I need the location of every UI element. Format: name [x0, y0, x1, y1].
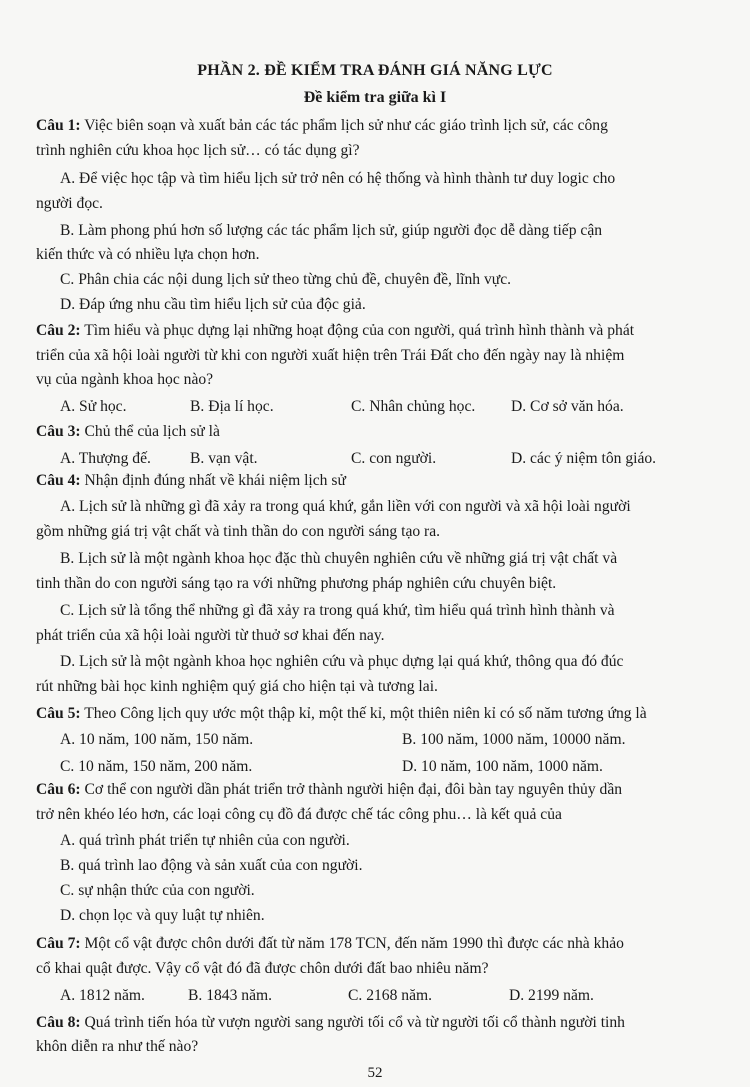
option-d: D. chọn lọc và quy luật tự nhiên. [60, 907, 265, 924]
option-a: A. 1812 năm. [60, 987, 145, 1004]
question-label: Câu 3: [36, 423, 81, 440]
option-d: D. các ý niệm tôn giáo. [511, 450, 657, 467]
option-a: A. 10 năm, 100 năm, 150 năm. [60, 731, 254, 748]
question-label: Câu 1: [36, 117, 81, 134]
question-text: Nhận định đúng nhất về khái niệm lịch sử [84, 472, 346, 489]
question-text: Theo Công lịch quy ước một thập kỉ, một thế kỉ, một thiên niên kỉ có số năm tương ứng là [84, 705, 647, 722]
option-d: D. 2199 năm. [509, 987, 594, 1004]
question-label: Câu 8: [36, 1014, 81, 1031]
question-3 [36, 422, 724, 442]
question-text-line: trình nghiên cứu khoa học lịch sử… có tác dụng gì? [36, 142, 360, 159]
option-b-cont: kiến thức và có nhiều lựa chọn hơn. [36, 246, 260, 263]
option-a: A. Sử học. [60, 398, 127, 415]
question-4 [36, 471, 724, 491]
option-c: C. 2168 năm. [348, 987, 433, 1004]
option-a: A. Lịch sử là những gì đã xảy ra trong quá khứ, gắn liền với con người và xã hội loài người [60, 498, 631, 515]
question-text-line: vụ của ngành khoa học nào? [36, 371, 214, 388]
question-text: Một cổ vật được chôn dưới đất từ năm 178 TCN, đến năm 1990 thì được các nhà khảo [84, 935, 624, 952]
question-1 [36, 116, 724, 136]
question-text: Cơ thể con người dần phát triển trở thành người hiện đại, đôi bàn tay nguyên thủy dần [84, 781, 623, 798]
option-d: D. Lịch sử là một ngành khoa học nghiên cứu và phục dựng lại quá khứ, thông qua đó đúc [60, 653, 624, 670]
option-d: D. Đáp ứng nhu cầu tìm hiểu lịch sử của độc giả. [60, 296, 366, 313]
option-c: C. Phân chia các nội dung lịch sử theo từng chủ đề, chuyên đề, lĩnh vực. [60, 271, 512, 288]
question-label: Câu 6: [36, 781, 81, 798]
option-c: C. con người. [351, 450, 437, 467]
question-6 [36, 780, 724, 800]
question-text: Việc biên soạn và xuất bản các tác phẩm lịch sử như các giáo trình lịch sử, các công [84, 117, 608, 134]
option-a-cont: gồm những giá trị vật chất và tinh thần do con người sáng tạo ra. [36, 523, 441, 540]
option-b: B. 1843 năm. [188, 987, 273, 1004]
option-b: B. 100 năm, 1000 năm, 10000 năm. [402, 731, 626, 748]
option-c: C. 10 năm, 150 năm, 200 năm. [60, 758, 253, 775]
question-text-line: trở nên khéo léo hơn, các loại công cụ đồ đá được chế tác công phu… là kết quả của [36, 806, 562, 823]
question-text: Chủ thể của lịch sử là [84, 423, 220, 440]
question-7 [36, 934, 724, 954]
option-b: B. Làm phong phú hơn số lượng các tác phẩm lịch sử, giúp người đọc dễ dàng tiếp cận [60, 222, 603, 239]
option-d: D. Cơ sở văn hóa. [511, 398, 624, 415]
question-text: Tìm hiểu và phục dựng lại những hoạt động của con người, quá trình hình thành và phát [84, 322, 635, 339]
option-d-cont: rút những bài học kinh nghiệm quý giá cho hiện tại và tương lai. [36, 678, 438, 695]
option-b: B. vạn vật. [190, 450, 258, 467]
part-title: PHẦN 2. ĐỀ KIỂM TRA ĐÁNH GIÁ NĂNG LỰC [197, 62, 553, 79]
question-text-line: khôn diễn ra như thế nào? [36, 1038, 199, 1055]
question-label: Câu 2: [36, 322, 81, 339]
option-a: A. Thượng đế. [60, 450, 151, 467]
exam-title: Đề kiểm tra giữa kì I [303, 89, 447, 106]
option-b-cont: tinh thần do con người sáng tạo ra với những phương pháp nghiên cứu chuyên biệt. [36, 575, 557, 592]
option-c: C. Nhân chủng học. [351, 398, 476, 415]
option-a: A. Để việc học tập và tìm hiểu lịch sử trở nên có hệ thống và hình thành tư duy logic cho [60, 170, 616, 187]
option-d: D. 10 năm, 100 năm, 1000 năm. [402, 758, 603, 775]
question-text-line: cổ khai quật được. Vậy cổ vật đó đã được chôn dưới đất bao nhiêu năm? [36, 960, 489, 977]
question-5 [36, 704, 724, 724]
option-a: A. quá trình phát triển tự nhiên của con người. [60, 832, 350, 849]
page-number: 52 [367, 1065, 383, 1081]
option-b: B. Lịch sử là một ngành khoa học đặc thù chuyên nghiên cứu về những giá trị vật chất và [60, 550, 618, 567]
option-c: C. Lịch sử là tổng thể những gì đã xảy ra trong quá khứ, tìm hiểu quá trình hình thành và [60, 602, 615, 619]
option-b: B. Địa lí học. [190, 398, 274, 415]
question-text: Quá trình tiến hóa từ vượn người sang người tối cổ và từ người tối cổ thành người tinh [84, 1014, 625, 1031]
question-label: Câu 4: [36, 472, 81, 489]
option-b: B. quá trình lao động và sản xuất của con người. [60, 857, 363, 874]
option-c-cont: phát triển của xã hội loài người từ thuở sơ khai đến nay. [36, 627, 385, 644]
question-label: Câu 5: [36, 705, 81, 722]
question-8 [36, 1013, 724, 1033]
question-text-line: triển của xã hội loài người từ khi con người xuất hiện trên Trái Đất cho đến ngày nay là nhiệm [36, 347, 625, 364]
question-label: Câu 7: [36, 935, 81, 952]
question-2 [36, 321, 724, 341]
option-c: C. sự nhận thức của con người. [60, 882, 255, 899]
option-a-cont: người đọc. [36, 195, 103, 212]
